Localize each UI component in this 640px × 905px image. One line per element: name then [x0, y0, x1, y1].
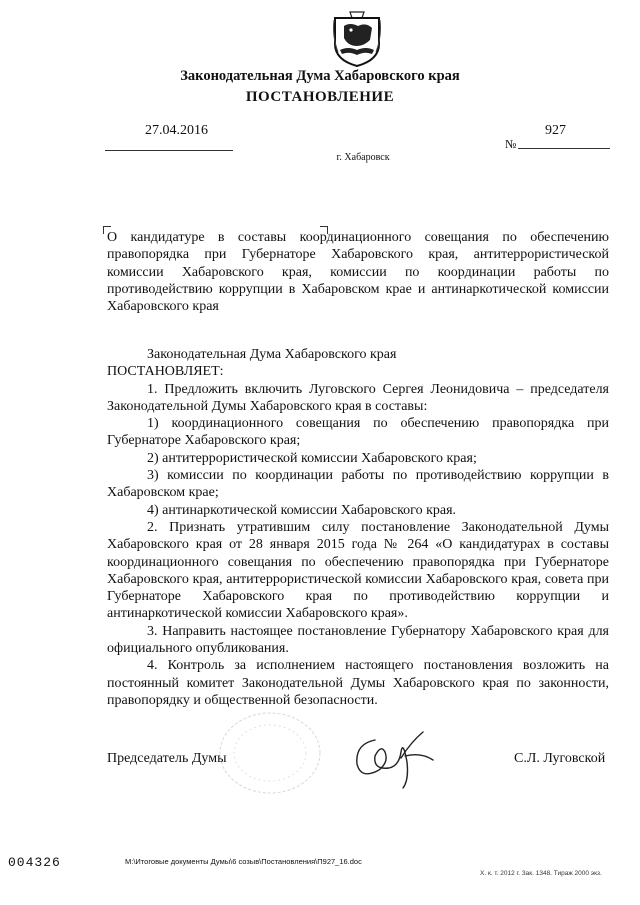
city-name: г. Хабаровск: [336, 152, 390, 163]
date-underline: [105, 150, 233, 151]
decree-subitem: 3) комиссии по координации работы по противодействию коррупции в Хабаровском крае;: [107, 468, 609, 501]
decree-item: 1. Предложить включить Луговского Сергея Леонидовича – председателя Законодательной Думы Хабаровского края в составы:: [107, 381, 609, 414]
decree-item: 4. Контроль за исполнением настоящего постановления возложить на постоянный комитет Законодательной Думы Хабаровского края по законности, правопорядку и общественной безопасности.: [107, 658, 609, 708]
handwritten-signature-icon: [345, 722, 445, 792]
print-info: Х. к. т. 2012 г. Зак. 1348. Тираж 2000 экз.: [480, 870, 602, 877]
decree-body: [107, 346, 609, 709]
document-type: ПОСТАНОВЛЕНИЕ: [245, 89, 395, 105]
decree-subitem: 1) координационного совещания по обеспечению правопорядка при Губернаторе Хабаровского края;: [107, 416, 609, 449]
decree-item: 2. Признать утратившим силу постановление Законодательной Думы Хабаровского края от 28 января 2015 года № 264 «О кандидатурах в составы координационного совещания по обеспечению правопорядка при Губернаторе Хабаровского края, антитеррористической комиссии Хабаровского края, совета при Губернаторе Хабаровского края по противодействию коррупции и антинаркотической комиссии Хабаровского края».: [107, 519, 609, 622]
decree-subitem: 2) антитеррористической комиссии Хабаровского края;: [147, 450, 477, 466]
decree-subitem: 4) антинаркотической комиссии Хабаровского края.: [147, 502, 457, 518]
stamp-icon: [215, 708, 325, 798]
resolves-line: ПОСТАНОВЛЯЕТ:: [107, 364, 224, 380]
decree-item: 3. Направить настоящее постановление Губернатору Хабаровского края для официального опубликования.: [107, 623, 609, 657]
intro-line: Законодательная Дума Хабаровского края: [147, 347, 397, 362]
coat-of-arms-icon: [330, 6, 384, 68]
document-number: 927: [545, 123, 566, 138]
registration-number: 004326: [8, 855, 61, 870]
file-path: M:\Итоговые документы Думы\6 созыв\Постановления\П927_16.doc: [125, 857, 362, 866]
document-date: 27.04.2016: [145, 123, 208, 138]
signatory-position: Председатель Думы: [107, 751, 227, 766]
number-underline: [518, 148, 610, 149]
organization-name: Законодательная Дума Хабаровского края: [180, 68, 460, 84]
document-title: О кандидатуре в составы координационного совещания по обеспечению правопорядка при Губернаторе Хабаровского края, антитеррористической комиссии Хабаровского края, комиссии по координации работы по противодействию коррупции в Хабаровском крае и антинаркотической комиссии Хабаровского края: [107, 230, 609, 315]
signatory-name: С.Л. Луговской: [514, 751, 606, 766]
number-sign: №: [505, 137, 517, 151]
